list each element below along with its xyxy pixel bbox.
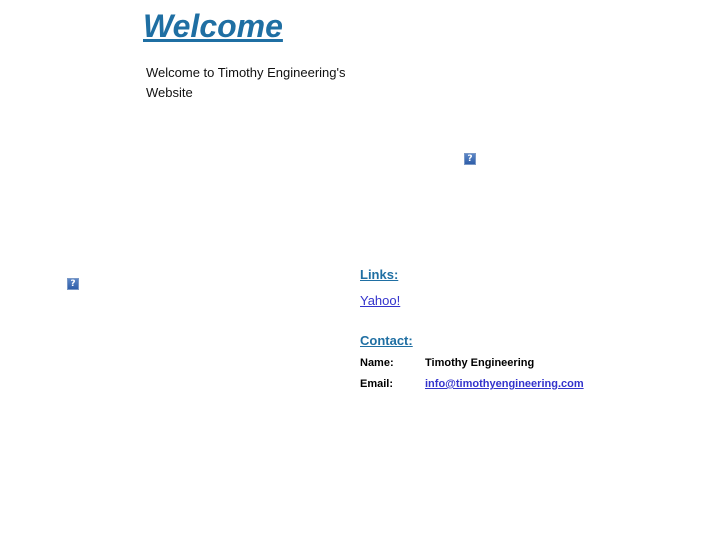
contact-name-value: Timothy Engineering [425, 357, 535, 369]
broken-image-icon [67, 278, 79, 290]
contact-email-link[interactable]: info@timothyengineering.com [425, 378, 584, 390]
contact-name-label: Name: [360, 357, 394, 369]
yahoo-link[interactable]: Yahoo! [360, 293, 401, 308]
broken-image-glyph: ? [70, 279, 76, 289]
page-title[interactable]: Welcome [143, 8, 283, 44]
contact-email-label: Email: [360, 378, 394, 390]
links-heading: Links: [360, 267, 399, 282]
contact-email-value [425, 378, 584, 390]
intro-text: Welcome to Timothy Engineering's Website [146, 65, 346, 100]
contact-heading: Contact: [360, 333, 413, 348]
broken-image-glyph: ? [467, 154, 473, 164]
broken-image-icon [464, 153, 476, 165]
